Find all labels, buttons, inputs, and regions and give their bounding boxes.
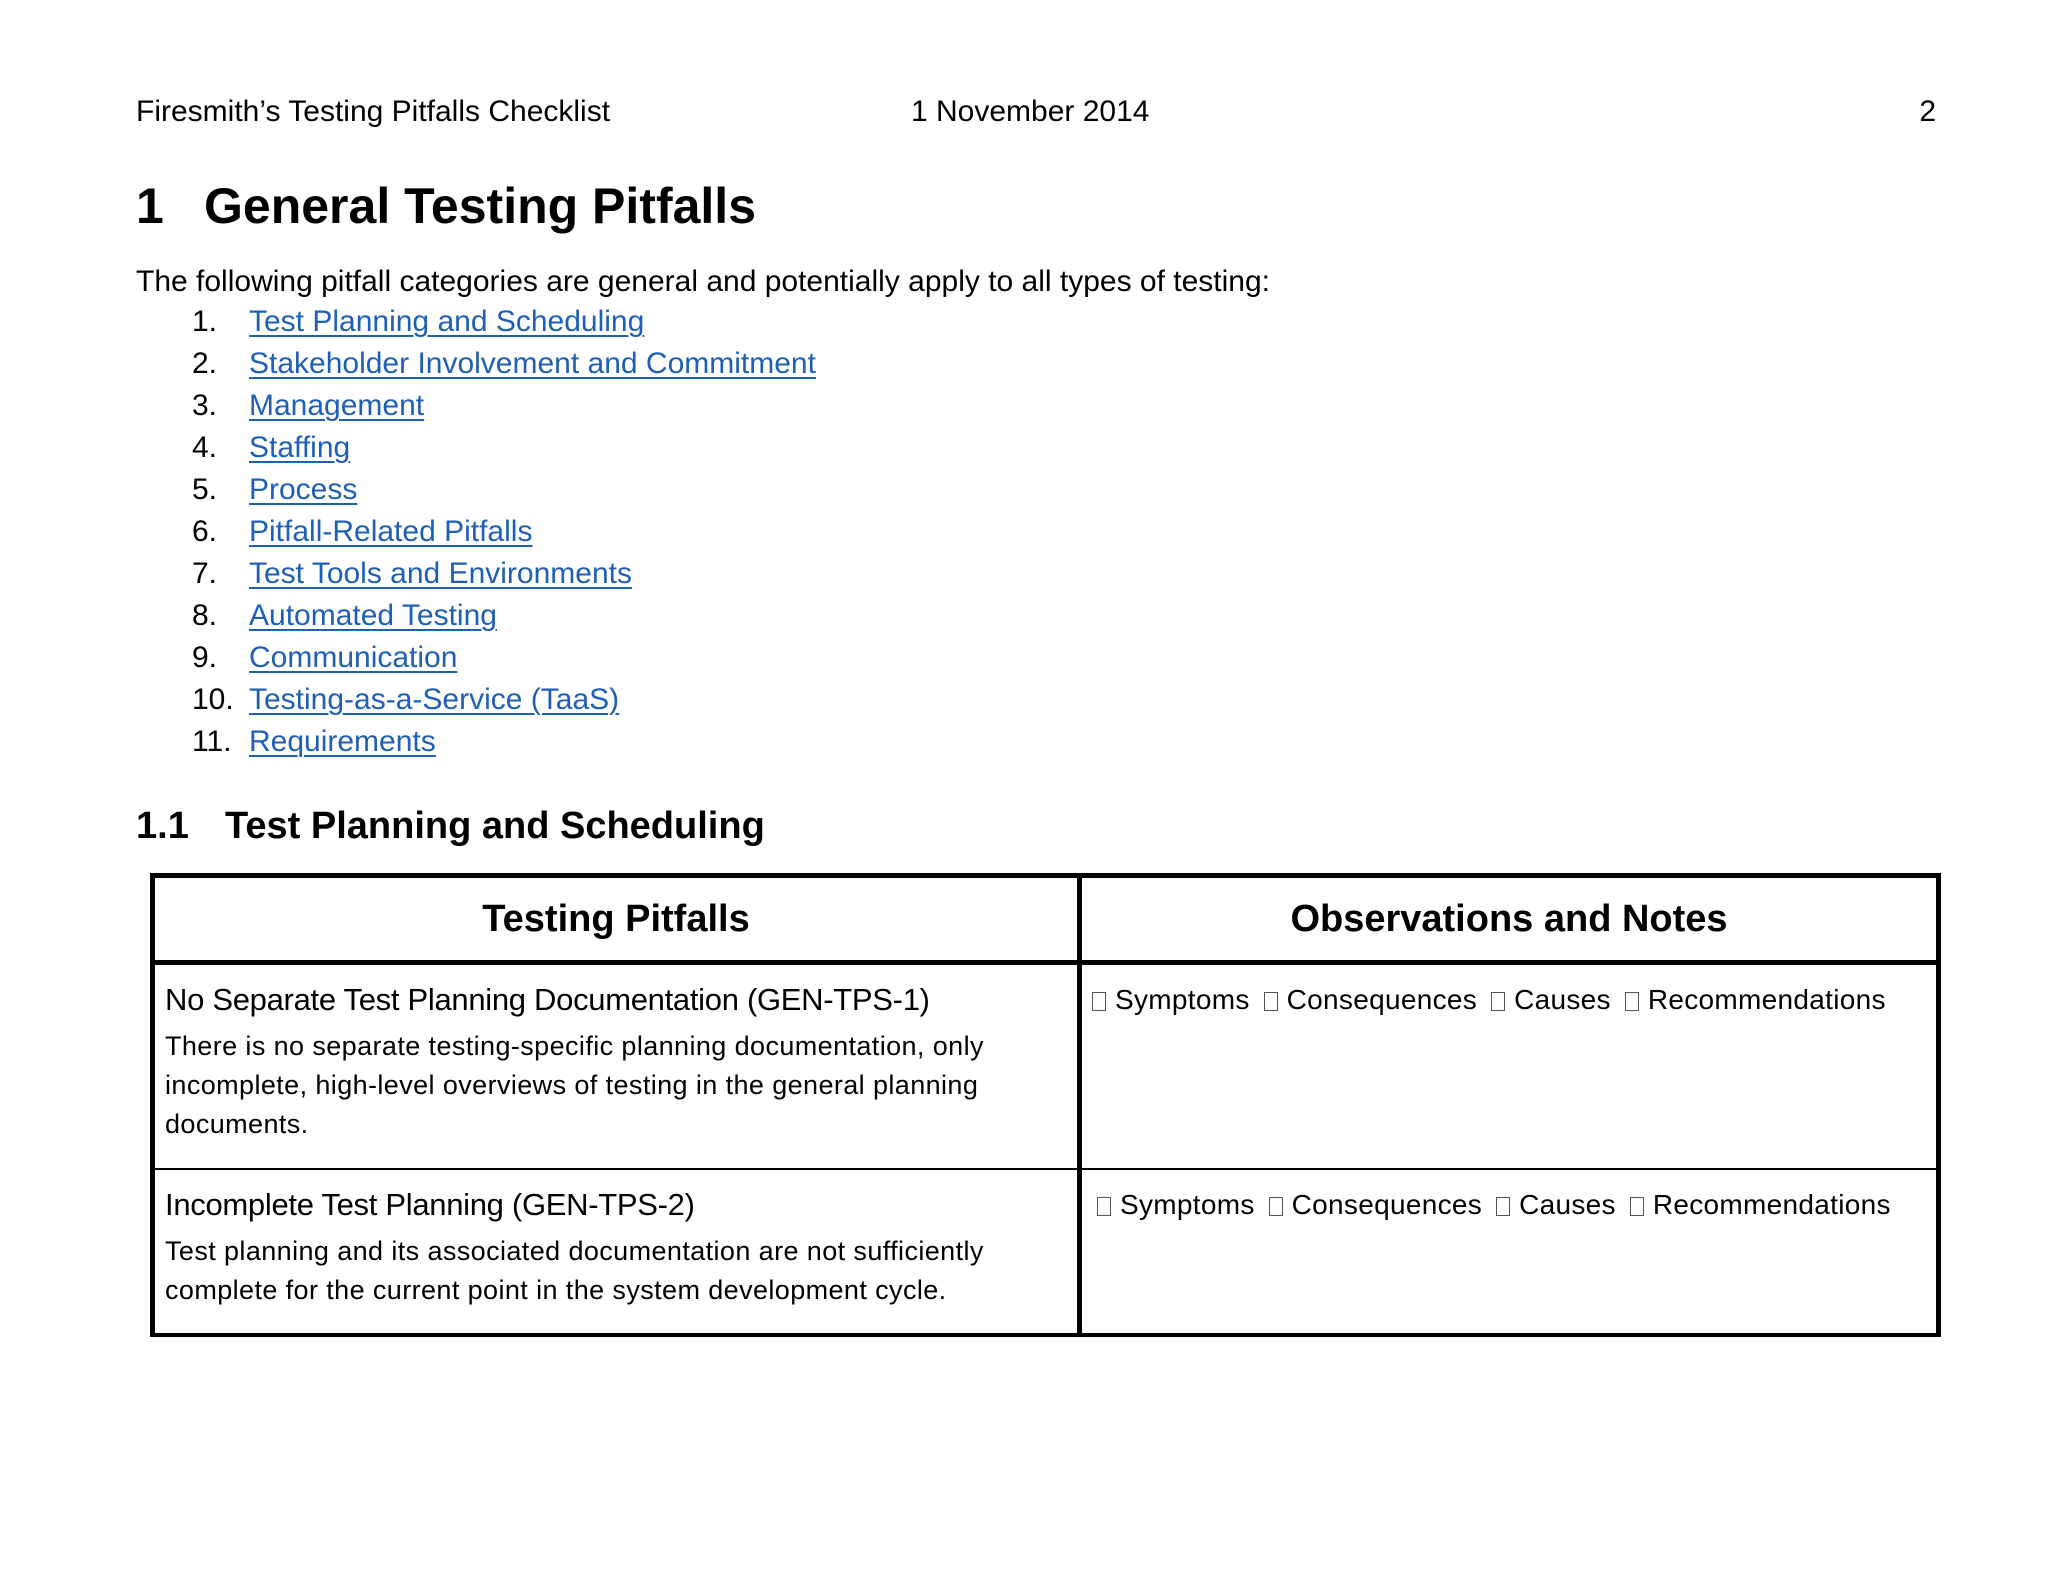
category-link-test-planning[interactable]: Test Planning and Scheduling — [249, 305, 645, 338]
list-number: 10. — [192, 683, 234, 716]
category-link-taas[interactable]: Testing-as-a-Service (TaaS) — [249, 683, 620, 716]
list-item — [136, 343, 816, 385]
list-number: 4. — [192, 431, 218, 464]
list-number: 3. — [192, 389, 218, 422]
subsection-number: 1.1 — [136, 805, 189, 847]
page-number: 2 — [1919, 95, 1936, 128]
pitfall-title: No Separate Test Planning Documentation (GEN-TPS-1) — [165, 982, 930, 1017]
section-title: General Testing Pitfalls — [204, 178, 757, 234]
checkbox-icon — [1092, 992, 1106, 1011]
category-link-automated-testing[interactable]: Automated Testing — [249, 599, 497, 632]
pitfall-title: Incomplete Test Planning (GEN-TPS-2) — [165, 1186, 695, 1222]
observations-cell — [1080, 963, 1939, 1169]
list-item — [136, 553, 816, 595]
causes-checkbox[interactable] — [1491, 984, 1611, 1015]
category-link-stakeholder[interactable]: Stakeholder Involvement and Commitment — [249, 347, 816, 380]
checkbox-label: Consequences — [1286, 984, 1478, 1015]
column-header-observations: Observations and Notes — [1080, 876, 1939, 963]
checkbox-icon — [1264, 992, 1278, 1011]
document-date: 1 November 2014 — [911, 95, 1150, 128]
list-number: 11. — [192, 725, 232, 758]
checkbox-icon — [1630, 1197, 1644, 1216]
checkbox-label: Causes — [1519, 1188, 1616, 1220]
list-item — [136, 301, 816, 343]
list-number: 8. — [192, 599, 218, 632]
checkbox-icon — [1097, 1197, 1111, 1216]
list-item — [136, 511, 816, 553]
subsection-title: Test Planning and Scheduling — [225, 805, 765, 847]
recommendations-checkbox[interactable] — [1625, 984, 1886, 1015]
category-link-test-tools[interactable]: Test Tools and Environments — [249, 557, 632, 590]
checkbox-icon — [1269, 1197, 1283, 1216]
table-header-row — [153, 876, 1939, 963]
column-header-testing-pitfalls: Testing Pitfalls — [153, 876, 1080, 963]
symptoms-checkbox[interactable] — [1092, 984, 1250, 1015]
checkbox-label: Symptoms — [1120, 1188, 1255, 1220]
pitfalls-table — [150, 873, 1941, 1337]
document-title: Firesmith’s Testing Pitfalls Checklist — [136, 95, 611, 128]
symptoms-checkbox[interactable] — [1097, 1189, 1255, 1220]
list-item — [136, 385, 816, 427]
table-row — [153, 1169, 1939, 1335]
checkbox-label: Causes — [1514, 984, 1611, 1015]
section-heading — [136, 175, 756, 237]
observations-cell — [1080, 1169, 1939, 1335]
list-number: 7. — [192, 557, 218, 590]
category-link-process[interactable]: Process — [249, 473, 358, 506]
section-number: 1 — [136, 178, 164, 234]
checkbox-label: Symptoms — [1115, 984, 1250, 1015]
list-number: 9. — [192, 641, 218, 674]
causes-checkbox[interactable] — [1496, 1189, 1616, 1220]
page-header — [136, 92, 1936, 132]
pitfall-description: Test planning and its associated documentation are not sufficiently complete for the current point in the system development cycle. — [165, 1235, 984, 1305]
list-item — [136, 469, 816, 511]
category-link-communication[interactable]: Communication — [249, 641, 458, 674]
pitfall-cell — [153, 963, 1080, 1169]
table-row — [153, 963, 1939, 1169]
list-item — [136, 721, 816, 763]
consequences-checkbox[interactable] — [1269, 1189, 1482, 1220]
list-number: 6. — [192, 515, 218, 548]
subsection-heading — [136, 802, 765, 850]
checkbox-label: Recommendations — [1647, 984, 1886, 1015]
consequences-checkbox[interactable] — [1264, 984, 1477, 1015]
list-number: 5. — [192, 473, 218, 506]
category-link-requirements[interactable]: Requirements — [249, 725, 436, 758]
list-item — [136, 595, 816, 637]
category-link-management[interactable]: Management — [249, 389, 425, 422]
checkbox-icon — [1625, 992, 1639, 1011]
section-intro: The following pitfall categories are general and potentially apply to all types of testing: — [136, 265, 1271, 298]
list-number: 2. — [192, 347, 218, 380]
checkbox-icon — [1491, 992, 1505, 1011]
list-item — [136, 637, 816, 679]
checkbox-label: Consequences — [1291, 1188, 1483, 1220]
category-link-staffing[interactable]: Staffing — [249, 431, 351, 464]
list-number: 1. — [192, 305, 218, 338]
checkbox-icon — [1496, 1197, 1510, 1216]
recommendations-checkbox[interactable] — [1630, 1189, 1891, 1220]
category-link-pitfall-related[interactable]: Pitfall-Related Pitfalls — [249, 515, 533, 548]
list-item — [136, 427, 816, 469]
checkbox-label: Recommendations — [1652, 1188, 1891, 1220]
category-list — [136, 301, 816, 763]
pitfall-cell — [153, 1169, 1080, 1335]
list-item — [136, 679, 816, 721]
pitfall-description: There is no separate testing-specific planning documentation, only incomplete, high-level overviews of testing in the general planning documents. — [165, 1031, 984, 1139]
